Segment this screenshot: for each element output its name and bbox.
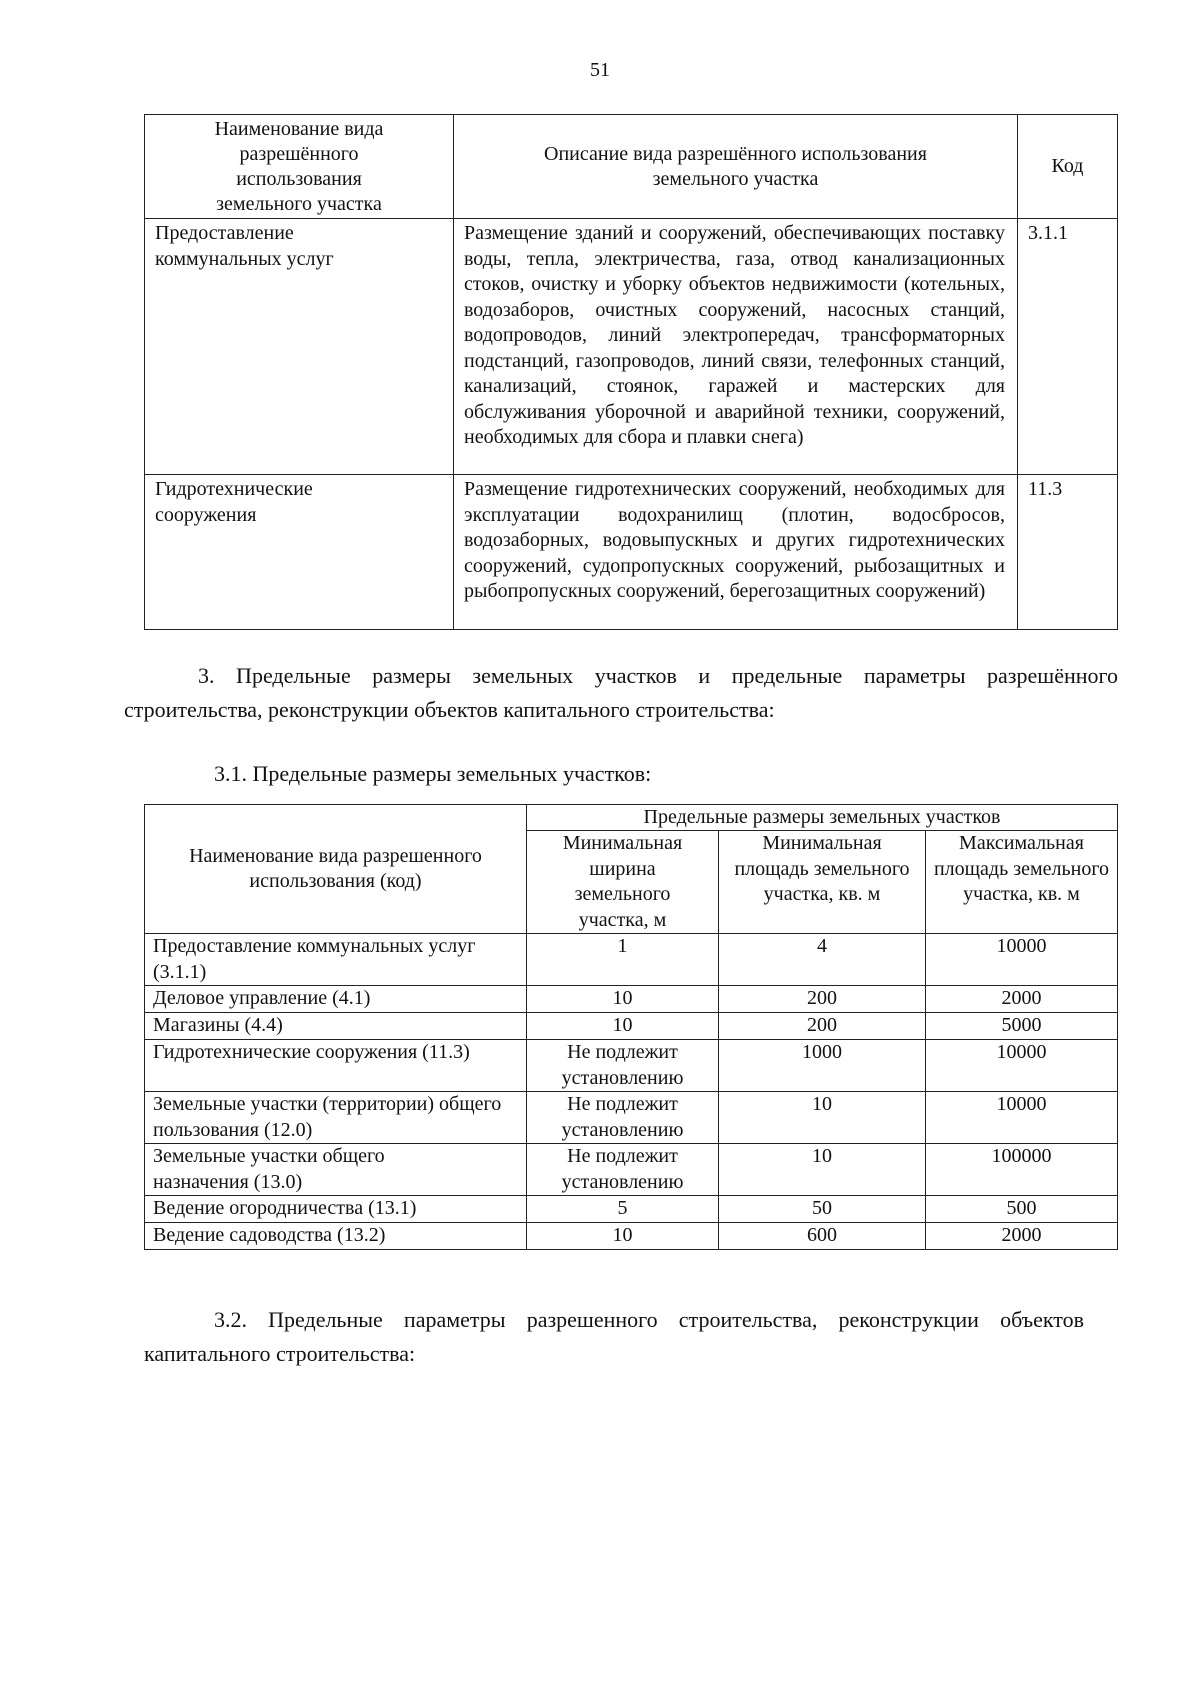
table-row <box>145 475 1118 630</box>
header-use-name: Наименование вида разрешенного использования (код) <box>145 805 527 934</box>
max-area: 2000 <box>926 1223 1118 1250</box>
table-row <box>145 1092 1118 1144</box>
max-area: 500 <box>926 1196 1118 1223</box>
max-area: 10000 <box>926 1040 1118 1092</box>
use-description: Размещение гидротехнических сооружений, необходимых для эксплуатации водохранилищ (плотин, водосбросов, водозаборных, водовыпускных и других гидротехнических сооружений, судопропускных сооружений, рыбозащитных и рыбопропускных сооружений, берегозащитных сооружений) <box>454 475 1018 630</box>
section-3-2-paragraph: 3.2. Предельные параметры разрешенного строительства, реконструкции объектов капитального строительства: <box>144 1307 1084 1366</box>
header-use-description: Описание вида разрешённого использования земельного участка <box>454 115 1018 219</box>
use-code: 3.1.1 <box>1018 219 1118 475</box>
use-name: Деловое управление (4.1) <box>145 986 527 1013</box>
use-name: Предоставление коммунальных услуг (3.1.1) <box>145 934 527 986</box>
table-row <box>145 1196 1118 1223</box>
use-name: Предоставление коммунальных услуг <box>145 219 454 475</box>
table-row <box>145 1013 1118 1040</box>
min-width: Не подлежит установлению <box>527 1040 719 1092</box>
header-min-width: Минимальная ширина земельного участка, м <box>527 831 719 934</box>
use-code: 11.3 <box>1018 475 1118 630</box>
page-number: 51 <box>590 59 610 81</box>
use-name: Ведение огородничества (13.1) <box>145 1196 527 1223</box>
table-row <box>145 934 1118 986</box>
max-area: 10000 <box>926 934 1118 986</box>
min-width: Не подлежит установлению <box>527 1092 719 1144</box>
min-width: 10 <box>527 1223 719 1250</box>
min-width: Не подлежит установлению <box>527 1144 719 1196</box>
min-area: 50 <box>719 1196 926 1223</box>
min-area: 200 <box>719 986 926 1013</box>
table-row <box>145 219 1118 475</box>
max-area: 2000 <box>926 986 1118 1013</box>
header-min-area: Минимальная площадь земельного участка, кв. м <box>719 831 926 934</box>
table-header-row <box>145 115 1118 219</box>
header-plot-size-limits: Предельные размеры земельных участков <box>527 805 1118 831</box>
min-width: 10 <box>527 1013 719 1040</box>
permitted-use-table <box>144 114 1118 630</box>
plot-size-limits-table <box>144 804 1118 1250</box>
table-row <box>145 1144 1118 1196</box>
max-area: 100000 <box>926 1144 1118 1196</box>
min-area: 600 <box>719 1223 926 1250</box>
min-area: 10 <box>719 1092 926 1144</box>
header-use-name: Наименование вида разрешённого использования земельного участка <box>145 115 454 219</box>
use-description: Размещение зданий и сооружений, обеспечивающих поставку воды, тепла, электричества, газа, отвод канализационных стоков, очистку и уборку объектов недвижимости (котельных, водозаборов, очистных сооружений, насосных станций, водопроводов, линий электропередач, трансформаторных подстанций, газопроводов, линий связи, телефонных станций, канализаций, стоянок, гаражей и мастерских для обслуживания уборочной и аварийной техники, сооружений, необходимых для сбора и плавки снега) <box>454 219 1018 475</box>
use-name: Гидротехнические сооружения <box>145 475 454 630</box>
header-max-area: Максимальная площадь земельного участка, кв. м <box>926 831 1118 934</box>
table-row <box>145 986 1118 1013</box>
min-width: 5 <box>527 1196 719 1223</box>
min-area: 10 <box>719 1144 926 1196</box>
min-width: 10 <box>527 986 719 1013</box>
use-name: Земельные участки общего назначения (13.0) <box>145 1144 527 1196</box>
min-width: 1 <box>527 934 719 986</box>
use-name: Гидротехнические сооружения (11.3) <box>145 1040 527 1092</box>
min-area: 4 <box>719 934 926 986</box>
table-row <box>145 1040 1118 1092</box>
min-area: 200 <box>719 1013 926 1040</box>
max-area: 5000 <box>926 1013 1118 1040</box>
use-name: Земельные участки (территории) общего пользования (12.0) <box>145 1092 527 1144</box>
use-name: Ведение садоводства (13.2) <box>145 1223 527 1250</box>
use-name: Магазины (4.4) <box>145 1013 527 1040</box>
max-area: 10000 <box>926 1092 1118 1144</box>
header-code: Код <box>1018 115 1118 219</box>
min-area: 1000 <box>719 1040 926 1092</box>
section-3-paragraph: 3. Предельные размеры земельных участков и предельные параметры разрешённого строительства, реконструкции объектов капитального строительства: <box>124 663 1118 722</box>
table-header-row <box>145 805 1118 831</box>
table-row <box>145 1223 1118 1250</box>
section-3-1-heading: 3.1. Предельные размеры земельных участков: <box>214 761 652 786</box>
